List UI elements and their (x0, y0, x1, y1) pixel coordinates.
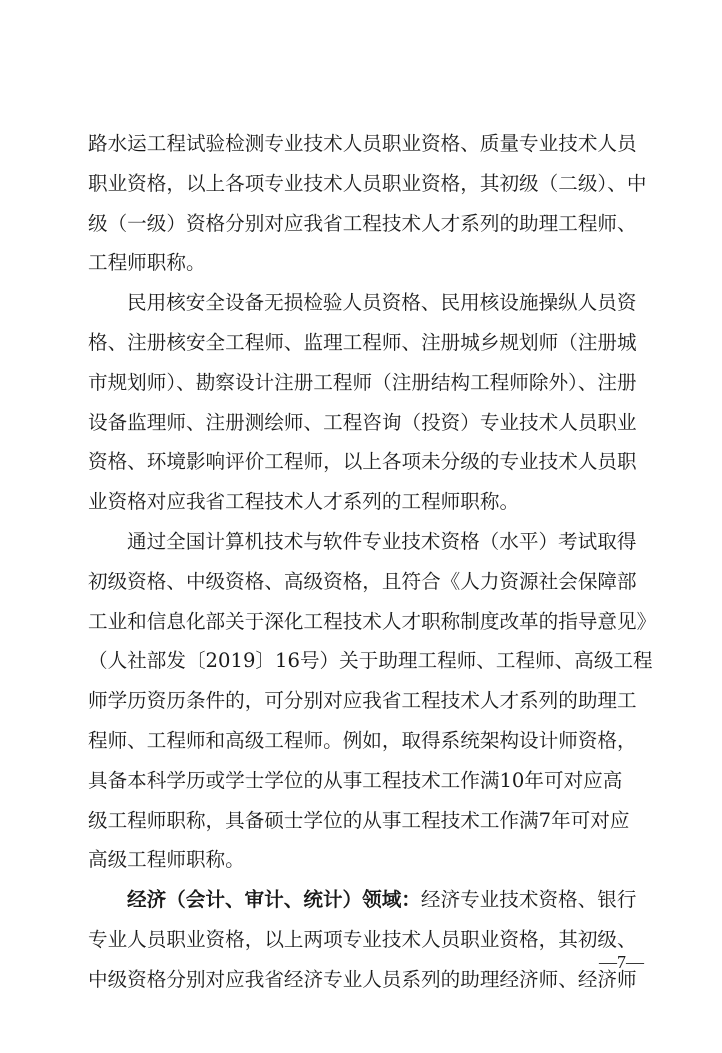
text-line: 初级资格、中级资格、高级资格，且符合《人力资源社会保障部 (88, 569, 637, 593)
text-line: 程师、工程师和高级工程师。例如，取得系统架构设计师资格， (88, 728, 637, 752)
text-line (88, 880, 644, 920)
text-line: 具备本科学历或学士学位的从事工程技术工作满10年可对应高 (88, 768, 623, 792)
text-line: 职业资格，以上各项专业技术人员职业资格，其初级（二级）、中 (88, 171, 647, 195)
text-line: 资格、环境影响评价工程师，以上各项未分级的专业技术人员职 (88, 450, 637, 474)
text-line: 高级工程师职称。 (88, 848, 245, 872)
text-line: 级（一级）资格分别对应我省工程技术人才系列的助理工程师、 (88, 211, 637, 235)
text-line: 格、注册核安全工程师、监理工程师、注册城乡规划师（注册城 (88, 330, 637, 354)
text-line: 设备监理师、注册测绘师、工程咨询（投资）专业技术人员职业 (88, 410, 637, 434)
paragraph-2 (88, 283, 644, 522)
text-line: 民用核安全设备无损检验人员资格、民用核设施操纵人员资 (127, 291, 637, 315)
page-number: —7— (599, 952, 644, 972)
text-line: 路水运工程试验检测专业技术人员职业资格、质量专业技术人员 (88, 132, 637, 155)
text-line: 工程师职称。 (88, 251, 206, 275)
text-line: 业资格对应我省工程技术人才系列的工程师职称。 (88, 490, 520, 514)
text-line: 通过全国计算机技术与软件专业技术资格（水平）考试取得 (127, 529, 637, 553)
text-line: 中级资格分别对应我省经济专业人员系列的助理经济师、经济师 (88, 967, 637, 991)
text-line: 市规划师）、勘察设计注册工程师（注册结构工程师除外）、注册 (88, 370, 637, 394)
text-line: 专业人员职业资格，以上两项专业技术人员职业资格，其初级、 (88, 927, 637, 951)
document-body (88, 124, 657, 1000)
paragraph-1 (88, 124, 647, 283)
text-line: （人社部发〔2019〕16号）关于助理工程师、工程师、高级工程 (88, 649, 653, 673)
text-line: 工业和信息化部关于深化工程技术人才职称制度改革的指导意见》 (88, 609, 657, 633)
text-line: 级工程师职称，具备硕士学位的从事工程技术工作满7年可对应 (88, 808, 630, 832)
text-line: 师学历资历条件的，可分别对应我省工程技术人才系列的助理工 (88, 689, 637, 713)
paragraph-3 (88, 522, 657, 880)
section-heading: 经济（会计、审计、统计）领域： (127, 888, 421, 912)
paragraph-4 (88, 880, 644, 999)
section-heading-continuation: 经济专业技术资格、银行 (420, 888, 637, 912)
